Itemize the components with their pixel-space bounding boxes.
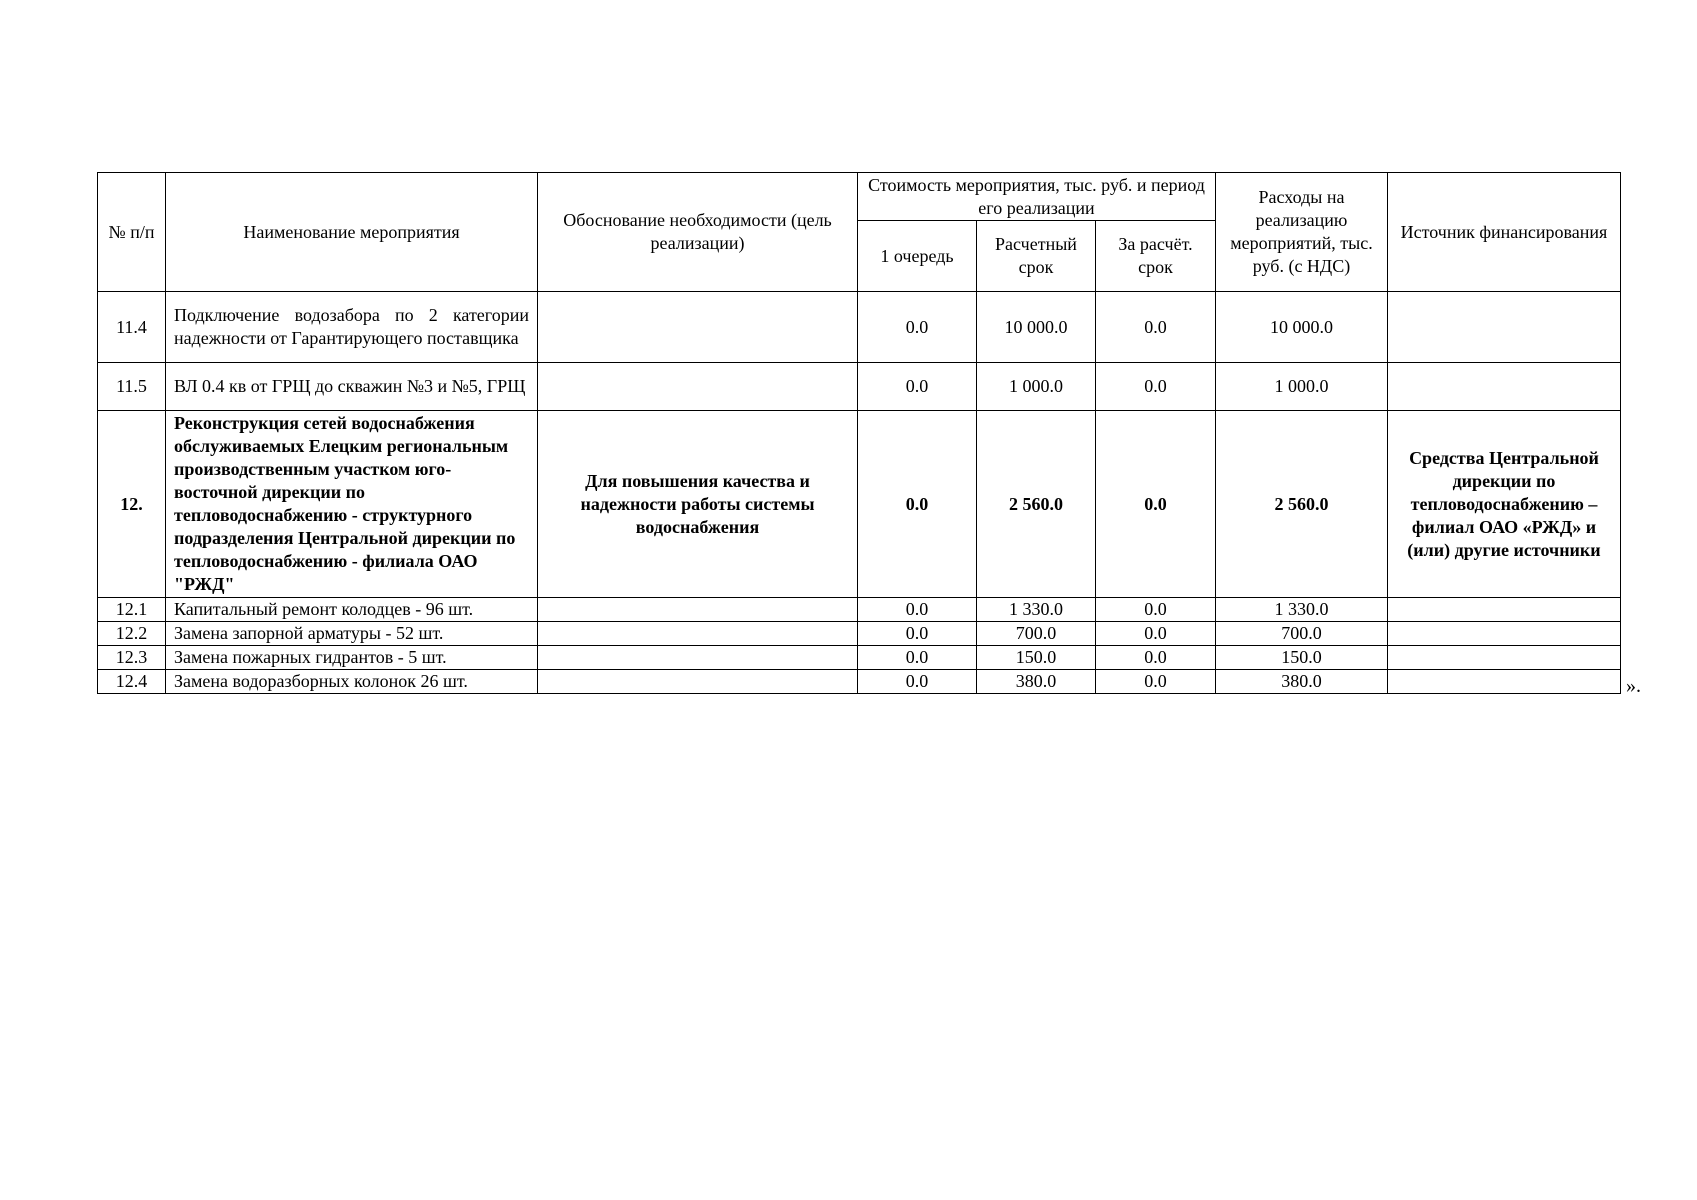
row-name: Капитальный ремонт колодцев - 96 шт. [166, 598, 538, 622]
row-name: ВЛ 0.4 кв от ГРЩ до скважин №3 и №5, ГРЩ [166, 363, 538, 411]
header-expenses: Расходы на реализацию мероприятий, тыс. руб. (с НДС) [1216, 173, 1388, 292]
row-num: 12. [98, 411, 166, 598]
row-stage1: 0.0 [858, 411, 977, 598]
closing-quote-mark: ». [1626, 675, 1641, 697]
header-row-1 [98, 173, 1621, 221]
row-num: 11.5 [98, 363, 166, 411]
row-beyond: 0.0 [1096, 411, 1216, 598]
row-name: Замена запорной арматуры - 52 шт. [166, 622, 538, 646]
row-calc: 150.0 [977, 646, 1096, 670]
table-row [98, 670, 1621, 694]
row-stage1: 0.0 [858, 363, 977, 411]
row-beyond: 0.0 [1096, 670, 1216, 694]
row-expenses: 380.0 [1216, 670, 1388, 694]
row-calc: 1 330.0 [977, 598, 1096, 622]
table-row-section [98, 411, 1621, 598]
row-name: Реконструкция сетей водоснабжения обслуживаемых Елецким региональным производственным участком юго-восточной дирекции по тепловодоснабжению - структурного подразделения Центральной дирекции по тепловодоснабжению - филиала ОАО "РЖД" [166, 411, 538, 598]
table-row [98, 598, 1621, 622]
table-row [98, 622, 1621, 646]
row-calc: 700.0 [977, 622, 1096, 646]
document-page [97, 172, 1621, 694]
row-justification [538, 598, 858, 622]
header-justification: Обоснование необходимости (цель реализации) [538, 173, 858, 292]
row-beyond: 0.0 [1096, 292, 1216, 363]
row-num: 12.1 [98, 598, 166, 622]
row-expenses: 1 330.0 [1216, 598, 1388, 622]
row-justification [538, 670, 858, 694]
header-name: Наименование мероприятия [166, 173, 538, 292]
row-num: 11.4 [98, 292, 166, 363]
row-stage1: 0.0 [858, 670, 977, 694]
row-source: Средства Центральной дирекции по тепловодоснабжению – филиал ОАО «РЖД» и (или) другие источники [1388, 411, 1621, 598]
row-num: 12.4 [98, 670, 166, 694]
table-row [98, 646, 1621, 670]
row-justification [538, 363, 858, 411]
row-expenses: 150.0 [1216, 646, 1388, 670]
row-expenses: 1 000.0 [1216, 363, 1388, 411]
row-source [1388, 292, 1621, 363]
header-num: № п/п [98, 173, 166, 292]
header-cost-group: Стоимость мероприятия, тыс. руб. и период его реализации [858, 173, 1216, 221]
table-row [98, 292, 1621, 363]
row-beyond: 0.0 [1096, 646, 1216, 670]
header-source: Источник финансирования [1388, 173, 1621, 292]
row-name: Замена водоразборных колонок 26 шт. [166, 670, 538, 694]
row-source [1388, 646, 1621, 670]
row-calc: 2 560.0 [977, 411, 1096, 598]
row-num: 12.3 [98, 646, 166, 670]
row-stage1: 0.0 [858, 622, 977, 646]
row-justification [538, 646, 858, 670]
row-expenses: 700.0 [1216, 622, 1388, 646]
row-justification: Для повышения качества и надежности работы системы водоснабжения [538, 411, 858, 598]
row-expenses: 2 560.0 [1216, 411, 1388, 598]
header-calc-period: Расчетный срок [977, 221, 1096, 292]
row-stage1: 0.0 [858, 646, 977, 670]
row-source [1388, 363, 1621, 411]
row-calc: 10 000.0 [977, 292, 1096, 363]
row-beyond: 0.0 [1096, 622, 1216, 646]
row-source [1388, 598, 1621, 622]
row-calc: 1 000.0 [977, 363, 1096, 411]
row-source [1388, 622, 1621, 646]
header-stage1: 1 очередь [858, 221, 977, 292]
header-beyond-period: За расчёт. срок [1096, 221, 1216, 292]
row-justification [538, 292, 858, 363]
row-expenses: 10 000.0 [1216, 292, 1388, 363]
measures-table [97, 172, 1621, 694]
row-calc: 380.0 [977, 670, 1096, 694]
row-stage1: 0.0 [858, 292, 977, 363]
row-beyond: 0.0 [1096, 598, 1216, 622]
row-num: 12.2 [98, 622, 166, 646]
table-row [98, 363, 1621, 411]
row-justification [538, 622, 858, 646]
row-name: Подключение водозабора по 2 категории надежности от Гарантирующего поставщика [166, 292, 538, 363]
row-beyond: 0.0 [1096, 363, 1216, 411]
row-source [1388, 670, 1621, 694]
row-stage1: 0.0 [858, 598, 977, 622]
row-name: Замена пожарных гидрантов - 5 шт. [166, 646, 538, 670]
